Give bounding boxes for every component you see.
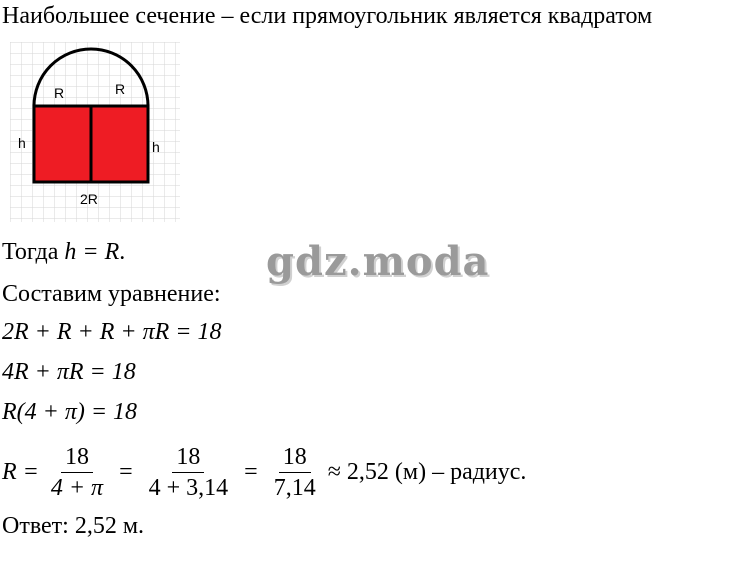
watermark-logo: gdz.moda — [266, 238, 490, 285]
fraction-1 — [47, 444, 107, 501]
fraction-1-denominator: 4 + π — [50, 474, 104, 501]
fraction-3-numerator: 18 — [279, 444, 311, 473]
cross-section-figure — [10, 42, 180, 222]
equation-1: 2R + R + R + πR = 18 — [2, 319, 222, 345]
fraction-2-denominator: 4 + 3,14 — [148, 474, 229, 501]
then-suffix: . — [119, 239, 126, 265]
solution-lhs: R = — [2, 458, 39, 485]
solution-line — [2, 440, 526, 504]
heading-text: Наибольшее сечение – если прямоугольник является квадратом — [2, 3, 653, 29]
equals-b: = — [244, 458, 258, 485]
label-2r: 2R — [80, 191, 98, 207]
compose-line: Составим уравнение: — [2, 281, 221, 307]
equals-a: = — [119, 458, 133, 485]
label-h-right: h — [152, 139, 160, 155]
label-r-left: R — [54, 85, 65, 101]
fraction-3-denominator: 7,14 — [273, 474, 316, 501]
fraction-1-numerator: 18 — [61, 444, 93, 473]
equation-2: 4R + πR = 18 — [2, 359, 136, 385]
answer-line: Ответ: 2,52 м. — [2, 513, 145, 539]
then-expression: h = R — [64, 239, 120, 265]
fraction-3 — [270, 444, 320, 501]
fraction-2-numerator: 18 — [172, 444, 204, 473]
then-prefix: Тогда — [2, 239, 65, 265]
label-r-right: R — [115, 81, 126, 97]
label-h-left: h — [18, 135, 26, 151]
equation-3: R(4 + π) = 18 — [2, 399, 138, 425]
fraction-2 — [145, 444, 233, 501]
then-line — [2, 238, 125, 266]
solution-result: ≈ 2,52 (м) – радиус. — [327, 458, 527, 485]
